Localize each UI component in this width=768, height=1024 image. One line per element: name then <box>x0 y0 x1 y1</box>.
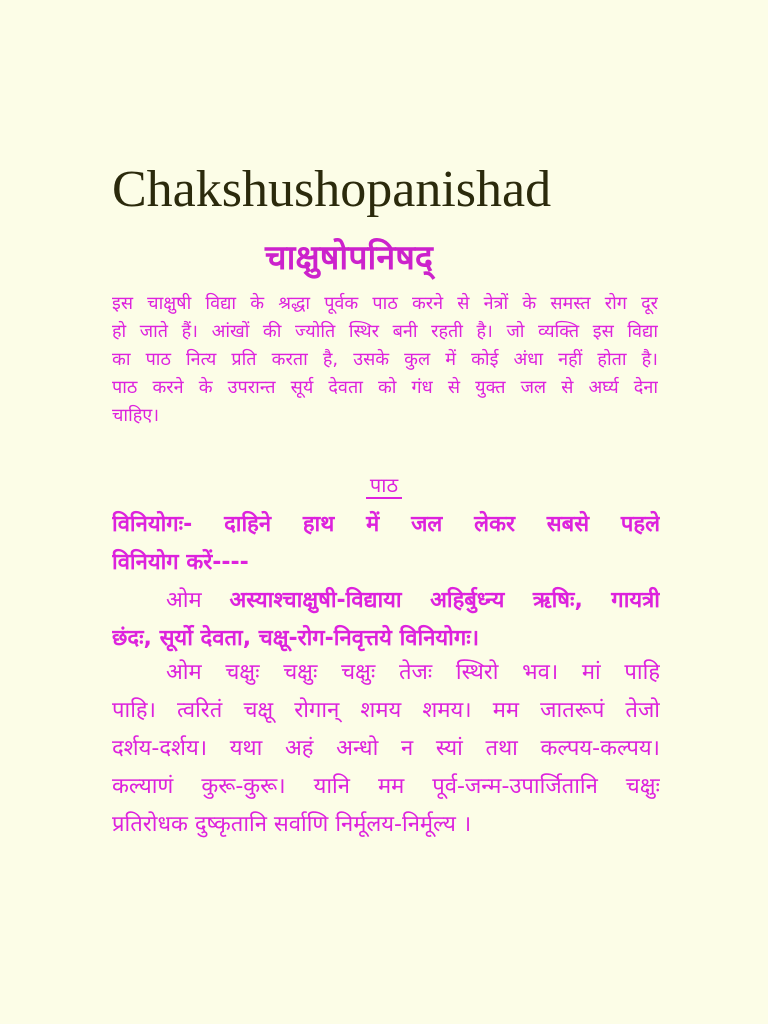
mantra-line: ओम चक्षुः चक्षुः चक्षुः तेजः स्थिरो भव। मां पाहि <box>166 660 660 685</box>
viniyog-line: विनियोगः- दाहिने हाथ में जल लेकर सबसे पहले <box>112 512 660 537</box>
mantra-text: अस्याश्चाक्षुषी-विद्याया अहिर्बुध्न्य ऋषिः, गायत्री <box>229 588 660 613</box>
mantra-line: कल्याणं कुरू-कुरू। यानि मम पूर्व-जन्म-उपार्जितानि चक्षुः <box>112 774 660 799</box>
page-title-hindi: चाक्षुषोपनिषद् <box>265 238 433 278</box>
mantra-line: छंदः, सूर्यो देवता, चक्षू-रोग-निवृत्तये विनियोगः। <box>112 626 480 651</box>
intro-line: पाठ करने के उपरान्त सूर्य देवता को गंध से युक्त जल से अर्घ्य देना <box>112 377 658 398</box>
mantra-line <box>112 582 660 620</box>
mantra-line: दर्शय-दर्शय। यथा अहं अन्धो न स्यां तथा कल्पय-कल्पय। <box>112 736 660 761</box>
intro-line: चाहिए। <box>112 405 160 426</box>
mantra-line: प्रतिरोधक दुष्कृतानि सर्वाणि निर्मूलय-निर्मूल्य । <box>112 812 472 837</box>
intro-line: हो जाते हैं। आंखों की ज्योति स्थिर बनी रहती है। जो व्यक्ति इस विद्या <box>112 321 658 342</box>
om-word: ओम <box>166 588 202 613</box>
intro-paragraph <box>112 290 658 430</box>
intro-line: इस चाक्षुषी विद्या के श्रद्धा पूर्वक पाठ करने से नेत्रों के समस्त रोग दूर <box>112 293 658 314</box>
section-heading-text: पाठ <box>366 473 402 499</box>
page-title-english: Chakshushopanishad <box>112 161 552 218</box>
intro-line: का पाठ नित्य प्रति करता है, उसके कुल में कोई अंधा नहीं होता है। <box>112 349 658 370</box>
section-heading <box>0 470 768 500</box>
viniyog-instruction <box>112 506 660 582</box>
main-mantra <box>112 654 660 844</box>
viniyog-mantra <box>112 582 660 658</box>
mantra-line: पाहि। त्वरितं चक्षू रोगान् शमय शमय। मम जातरूपं तेजो <box>112 698 660 723</box>
viniyog-line: विनियोग करें---- <box>112 550 249 575</box>
